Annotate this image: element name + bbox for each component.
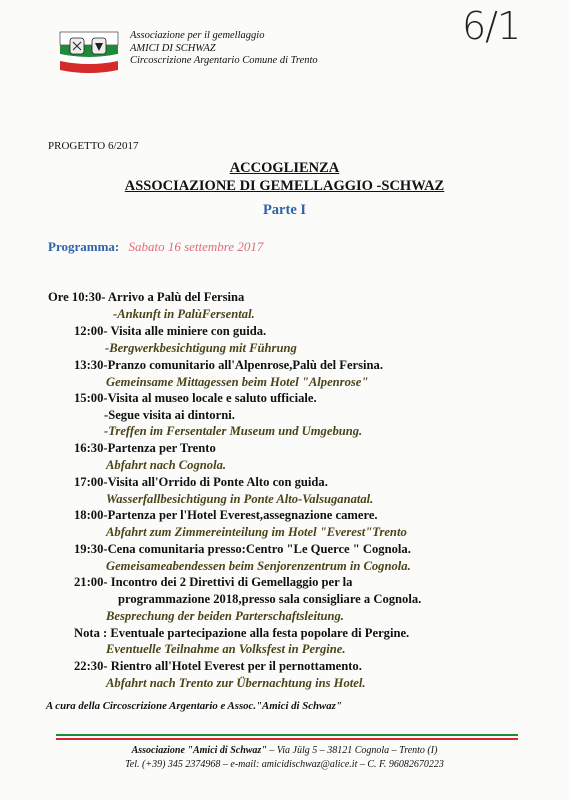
schedule-line: programmazione 2018,presso sala consigliare a Cognola. [118,592,422,606]
org-line-2: AMICI DI SCHWAZ [130,42,216,54]
footer-rule-red [56,738,518,740]
association-logo [58,30,120,74]
schedule-line-de: Abfahrt nach Trento zur Übernachtung ins Hotel. [106,676,366,690]
org-line-3: Circoscrizione Argentario Comune di Trento [130,55,318,66]
schedule-line-de: -Treffen im Fersentaler Museum und Umgebung. [104,424,363,438]
project-number: PROGETTO 6/2017 [48,140,139,152]
credits: A cura della Circoscrizione Argentario e Assoc."Amici di Schwaz" [46,700,342,712]
association-header [130,30,318,68]
programme-label: Programma: [48,239,120,254]
programme-heading [48,239,263,255]
schedule-line: 16:30-Partenza per Trento [74,441,216,455]
title-accoglienza: ACCOGLIENZA [229,160,340,176]
schedule-line: 21:00- Incontro dei 2 Direttivi di Gemellaggio per la [74,575,353,589]
schedule-line: 15:00-Visita al museo locale e saluto ufficiale. [74,391,317,405]
programme-date: Sabato 16 settembre 2017 [128,239,264,254]
schedule-line-de: Gemeisameabendessen beim Senjorenzentrum in Cognola. [106,559,411,573]
schedule-line: 22:30- Rientro all'Hotel Everest per il pernottamento. [74,659,362,673]
schedule-line-de: Abfahrt nach Cognola. [106,458,227,472]
footer-contact: Tel. (+39) 345 2374968 – e-mail: amicidischwaz@alice.it – C. F. 96082670223 [125,759,444,770]
schedule-line: Ore 10:30- Arrivo a Palù del Fersina [48,290,245,304]
footer-address-text: – Via Jülg 5 – 38121 Cognola – Trento (I) [266,745,438,756]
schedule-line: 19:30-Cena comunitaria presso:Centro "Le Querce " Cognola. [74,542,411,556]
schedule-line-de: -Ankunft in PalùFersental. [113,307,255,321]
schedule-line: Nota : Eventuale partecipazione alla festa popolare di Pergine. [74,626,410,640]
schedule-line-de: -Bergwerkbesichtigung mit Führung [105,341,297,355]
schedule-line: 17:00-Visita all'Orrido di Ponte Alto con guida. [74,475,328,489]
schedule-line: 12:00- Visita alle miniere con guida. [74,324,267,338]
schedule-line-de: Besprechung der beiden Parterschaftsleitung. [106,609,344,623]
org-line-1: Associazione per il gemellaggio [130,30,265,41]
schedule-line-de: Gemeinsame Mittagessen beim Hotel "Alpenrose" [106,375,369,389]
handwritten-page-mark: 6/1 [462,4,521,48]
title-part: Parte I [262,202,307,218]
schedule-line: -Segue visita ai dintorni. [104,408,235,422]
footer-address [0,745,569,756]
footer-assoc-label: Associazione "Amici di Schwaz" [131,745,267,756]
schedule-line: 13:30-Pranzo comunitario all'Alpenrose,Palù del Fersina. [74,358,383,372]
title-association: ASSOCIAZIONE DI GEMELLAGGIO -SCHWAZ [124,178,445,194]
schedule-line-de: Eventuelle Teilnahme an Volksfest in Pergine. [106,642,346,656]
schedule-line-de: Abfahrt zum Zimmereinteilung im Hotel "Everest"Trento [106,525,407,539]
schedule-line: 18:00-Partenza per l'Hotel Everest,assegnazione camere. [74,508,378,522]
schedule-line-de: Wasserfallbesichtigung in Ponte Alto-Valsuganatal. [106,492,374,506]
